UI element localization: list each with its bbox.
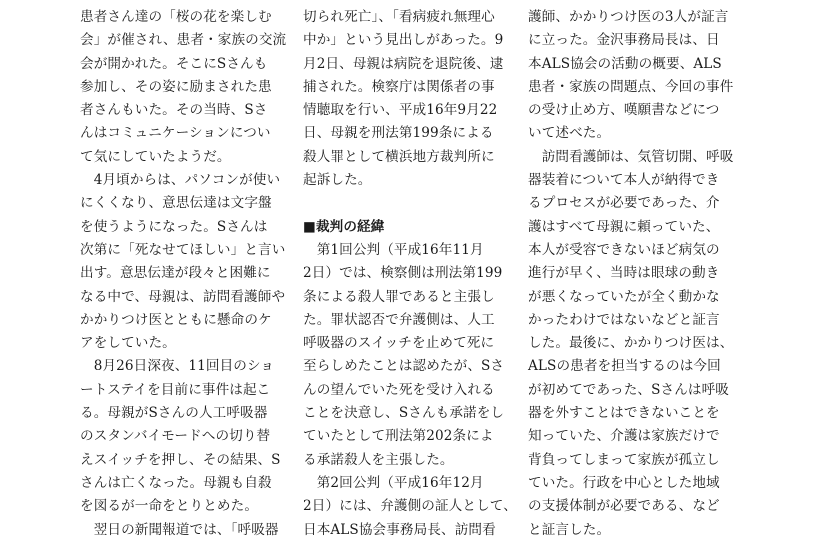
text-line: アをしていた。 [80,335,176,352]
text-line: を使うようになった。Sさんは [80,218,268,235]
text-line: の支援体制が必要である、など [528,498,720,515]
text-line: ことを決意し、Sさんも承諾をし [303,405,505,422]
text-line: 日本ALS協会事務局長、訪問看 [303,521,496,538]
text-line: なる中で、母親は、訪問看護師や [80,288,286,305]
text-line: 第1回公判（平成16年11月 [303,241,484,258]
text-line: んの望んでいた死を受け入れる [303,381,495,398]
text-line: を図るが一命をとりとめた。 [80,498,259,515]
text-line: ていた。行政を中心とした地域 [528,474,720,491]
text-line: 患者さん達の「桜の花を楽しむ [80,9,272,25]
text-line: る承諾殺人を主張した。 [303,451,454,468]
text-line: 日、母親を刑法第199条による [303,125,494,142]
text-line: 参加し、その姿に励まされた患 [80,78,272,95]
text-line: のスタンバイモードへの切り替 [80,428,271,445]
text-line: ートステイを目前に事件は起こ [80,381,271,398]
text-line: 会が開かれた。そこにSさんも [80,55,268,72]
text-line: 器装着について本人が納得でき [528,172,720,189]
text-line: 知っていた、介護は家族だけで [528,428,720,445]
text-line: 器を外すことはできないことを [528,405,720,422]
text-line: 4月頃からは、パソコンが使い [80,172,281,189]
text-line: 護はすべて母親に頼っていた、 [528,218,720,235]
text-line: 情聴取を行い、平成16年9月22 [303,102,498,119]
text-line: 背負ってしまって家族が孤立し [528,451,720,468]
text-line: 起訴した。 [303,172,372,189]
text-line: 殺人罪として横浜地方裁判所に [303,148,495,165]
text-line: 出す。意思伝達が段々と困難に [80,265,271,282]
text-line: に立った。金沢事務局長は、日 [528,32,720,49]
text-line: るプロセスが必要であった、介 [528,195,720,212]
text-column-3 [528,6,734,542]
blank-line [303,192,497,215]
text-line: と証言した。 [528,521,611,538]
text-line: 次第に「死なせてほしい」と言い [80,241,286,258]
text-line: 2日）では、検察側は刑法第199 [303,265,503,282]
text-line: 中か」という見出しがあった。9 [303,32,504,49]
text-line: た。罪状認否で弁護側は、人工 [303,311,495,328]
text-line: が初めてであった、Sさんは呼吸 [528,381,729,398]
text-line: いて述べた。 [528,125,611,142]
text-line: が悪くなっていたが全く動かな [528,288,720,305]
text-line: にくくなり、意思伝達は文字盤 [80,195,272,212]
text-line: 至らしめたことは認めたが、Sさ [303,358,505,375]
text-line: る。母親がSさんの人工呼吸器 [80,405,268,422]
text-line: かったわけではないなどと証言 [528,311,720,328]
text-line: 月2日、母親は病院を退院後、逮 [303,55,504,72]
text-line: ALSの患者を担当するのは今回 [528,358,721,375]
text-line: 2日）には、弁護側の証人として、 [303,498,517,515]
text-column-1 [80,6,287,542]
text-line: 本人が受容できないほど病気の [528,241,720,258]
text-line: 第2回公判（平成16年12月 [303,474,484,491]
text-line: ていたとして刑法第202条によ [303,428,494,445]
text-line: 翌日の新聞報道では、「呼吸器 [80,521,279,538]
text-line: かかりつけ医とともに懸命のケ [80,311,272,328]
text-line: 患者・家族の問題点、今回の事件 [528,78,734,95]
text-line: 進行が早く、当時は眼球の動き [528,265,720,282]
text-line: 訪問看護師は、気管切開、呼吸 [528,148,734,165]
text-column-2 [303,6,517,542]
text-line: 呼吸器のスイッチを止めて死に [303,335,495,352]
text-line: 8月26日深夜、11回目のショ [80,358,275,375]
text-line: 条による殺人罪であると主張し [303,288,495,305]
text-line: 護師、かかりつけ医の3人が証言 [528,9,729,25]
text-line: て気にしていたようだ。 [80,148,231,165]
text-line: 捕された。検察庁は関係者の事 [303,78,495,95]
text-line: 切られ死亡」、「看病疲れ無理心 [303,9,495,25]
text-line: した。最後に、かかりつけ医は、 [528,335,734,352]
text-line: 会」が催され、患者・家族の交流 [80,32,287,49]
text-line: さんは亡くなった。母親も自殺 [80,474,272,491]
text-line: 者さんもいた。その当時、Sさ [80,102,268,119]
text-line: えスイッチを押し、その結果、S [80,451,281,468]
text-line: 本ALS協会の活動の概要、ALS [528,55,722,72]
section-heading: ■裁判の経緯 [303,218,385,235]
text-line: んはコミュニケーションについ [80,125,271,142]
text-line: の受け止め方、嘆願書などにつ [528,102,720,119]
